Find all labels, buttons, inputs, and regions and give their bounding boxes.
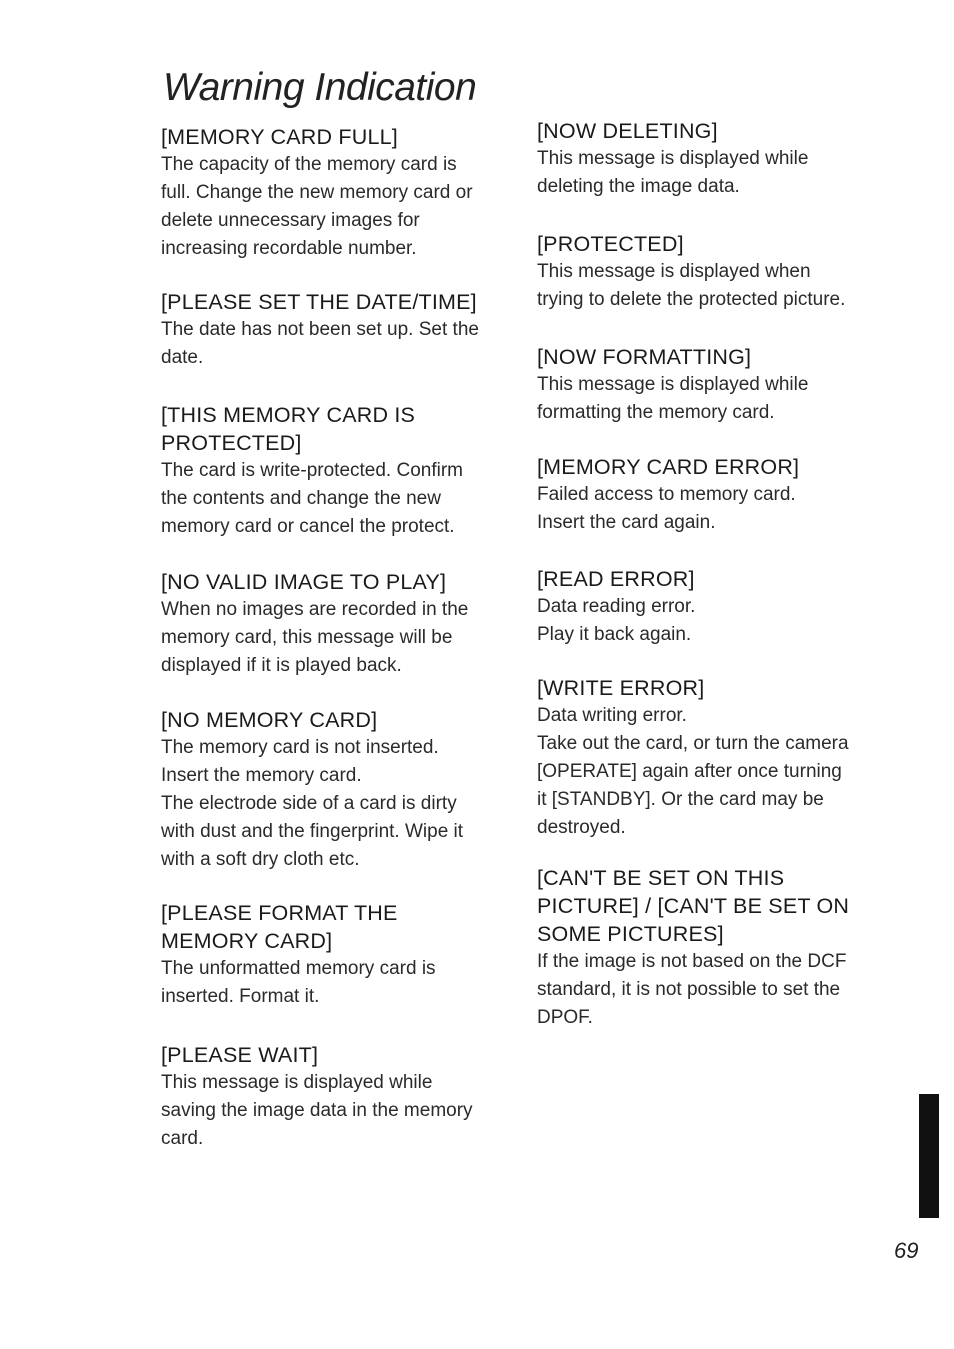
warning-description-line: memory card or cancel the protect.	[161, 516, 455, 537]
warning-title	[161, 401, 531, 457]
section-tab-marker	[919, 1094, 939, 1218]
warning-description-line: This message is displayed while	[537, 148, 809, 169]
warning-description-line: increasing recordable number.	[161, 238, 417, 259]
warning-description-line: with a soft dry cloth etc.	[161, 849, 360, 870]
page-title: Warning Indication	[163, 66, 477, 109]
warning-description	[161, 1069, 531, 1153]
warning-description-line: Insert the card again.	[537, 512, 716, 533]
warning-title	[537, 864, 902, 948]
warning-description-line: The date has not been set up. Set the	[161, 319, 479, 340]
page-number: 69	[894, 1238, 919, 1263]
warning-title-line: [MEMORY CARD FULL]	[161, 125, 398, 149]
warning-title	[537, 565, 902, 593]
warning-description-line: displayed if it is played back.	[161, 655, 402, 676]
warning-description	[161, 316, 531, 372]
warning-title-line: MEMORY CARD]	[161, 929, 333, 953]
warning-title	[161, 123, 531, 151]
warning-description-line: The unformatted memory card is	[161, 958, 436, 979]
warning-description-line: destroyed.	[537, 817, 626, 838]
warning-entry-now-deleting	[537, 117, 902, 201]
warning-title	[161, 288, 531, 316]
warning-title	[161, 706, 531, 734]
warning-description-line: standard, it is not possible to set the	[537, 979, 841, 1000]
warning-description-line: DPOF.	[537, 1007, 593, 1028]
warning-description-line: saving the image data in the memory	[161, 1100, 473, 1121]
warning-entry-please-wait	[161, 1041, 531, 1153]
warning-description	[537, 145, 902, 201]
warning-description	[161, 151, 531, 263]
warning-description-line: inserted. Format it.	[161, 986, 320, 1007]
warning-description	[161, 596, 531, 680]
warning-title	[161, 899, 531, 955]
warning-description-line: The card is write-protected. Confirm	[161, 460, 463, 481]
warning-entry-memory-card-full	[161, 123, 531, 263]
warning-entry-memory-card-protected	[161, 401, 531, 541]
warning-title-line: [NOW DELETING]	[537, 119, 718, 143]
warning-description-line: Data writing error.	[537, 705, 687, 726]
warning-title-line: [READ ERROR]	[537, 567, 695, 591]
warning-description-line: trying to delete the protected picture.	[537, 289, 846, 310]
warning-description-line: [OPERATE] again after once turning	[537, 761, 842, 782]
warning-title-line: [PLEASE SET THE DATE/TIME]	[161, 290, 477, 314]
warning-description-line: Data reading error.	[537, 596, 696, 617]
warning-description-line: full. Change the new memory card or	[161, 182, 473, 203]
warning-description-line: If the image is not based on the DCF	[537, 951, 847, 972]
warning-entry-protected	[537, 230, 902, 314]
warning-description-line: memory card, this message will be	[161, 627, 453, 648]
warning-description-line: formatting the memory card.	[537, 402, 775, 423]
warning-description-line: This message is displayed while	[161, 1072, 433, 1093]
warning-entry-no-valid-image	[161, 568, 531, 680]
warning-description-line: Failed access to memory card.	[537, 484, 796, 505]
warning-description-line: it [STANDBY]. Or the card may be	[537, 789, 824, 810]
warning-title-line: [PLEASE WAIT]	[161, 1043, 319, 1067]
warning-title-line: [NOW FORMATTING]	[537, 345, 752, 369]
warning-title-line: [NO VALID IMAGE TO PLAY]	[161, 570, 447, 594]
warning-title	[161, 568, 531, 596]
warning-entry-memory-card-error	[537, 453, 902, 537]
warning-entry-write-error	[537, 674, 902, 842]
warning-description-line: Play it back again.	[537, 624, 692, 645]
warning-entry-please-set-date-time	[161, 288, 531, 372]
warning-title	[537, 453, 902, 481]
warning-description	[161, 457, 531, 541]
warning-entry-now-formatting	[537, 343, 902, 427]
warning-entry-please-format	[161, 899, 531, 1011]
warning-description	[537, 481, 902, 537]
warning-title	[537, 674, 902, 702]
warning-description-line: The memory card is not inserted.	[161, 737, 439, 758]
warning-title	[161, 1041, 531, 1069]
warning-description	[161, 734, 531, 874]
warning-title-line: [CAN'T BE SET ON THIS	[537, 866, 785, 890]
warning-description-line: This message is displayed while	[537, 374, 809, 395]
warning-description-line: date.	[161, 347, 204, 368]
warning-description-line: The capacity of the memory card is	[161, 154, 457, 175]
warning-description-line: with dust and the fingerprint. Wipe it	[161, 821, 464, 842]
warning-description	[161, 955, 531, 1011]
warning-title-line: [NO MEMORY CARD]	[161, 708, 378, 732]
warning-title-line: PROTECTED]	[161, 431, 302, 455]
warning-description-line: card.	[161, 1128, 204, 1149]
warning-description-line: When no images are recorded in the	[161, 599, 469, 620]
warning-title-line: [PROTECTED]	[537, 232, 684, 256]
warning-description	[537, 258, 902, 314]
warning-description	[537, 371, 902, 427]
warning-title-line: SOME PICTURES]	[537, 922, 724, 946]
warning-title-line: [WRITE ERROR]	[537, 676, 705, 700]
warning-description-line: The electrode side of a card is dirty	[161, 793, 457, 814]
warning-description	[537, 948, 902, 1032]
warning-entry-cant-be-set	[537, 864, 902, 1032]
warning-entry-no-memory-card	[161, 706, 531, 874]
warning-title-line: [THIS MEMORY CARD IS	[161, 403, 416, 427]
warning-title	[537, 117, 902, 145]
warning-description-line: delete unnecessary images for	[161, 210, 420, 231]
warning-entry-read-error	[537, 565, 902, 649]
warning-title-line: [MEMORY CARD ERROR]	[537, 455, 800, 479]
warning-description-line: Take out the card, or turn the camera	[537, 733, 849, 754]
warning-title	[537, 230, 902, 258]
warning-description-line: deleting the image data.	[537, 176, 740, 197]
warning-description	[537, 702, 902, 842]
warning-title-line: [PLEASE FORMAT THE	[161, 901, 398, 925]
warning-description	[537, 593, 902, 649]
warning-title	[537, 343, 902, 371]
warning-title-line: PICTURE] / [CAN'T BE SET ON	[537, 894, 850, 918]
warning-description-line: Insert the memory card.	[161, 765, 362, 786]
warning-description-line: This message is displayed when	[537, 261, 811, 282]
warning-description-line: the contents and change the new	[161, 488, 441, 509]
